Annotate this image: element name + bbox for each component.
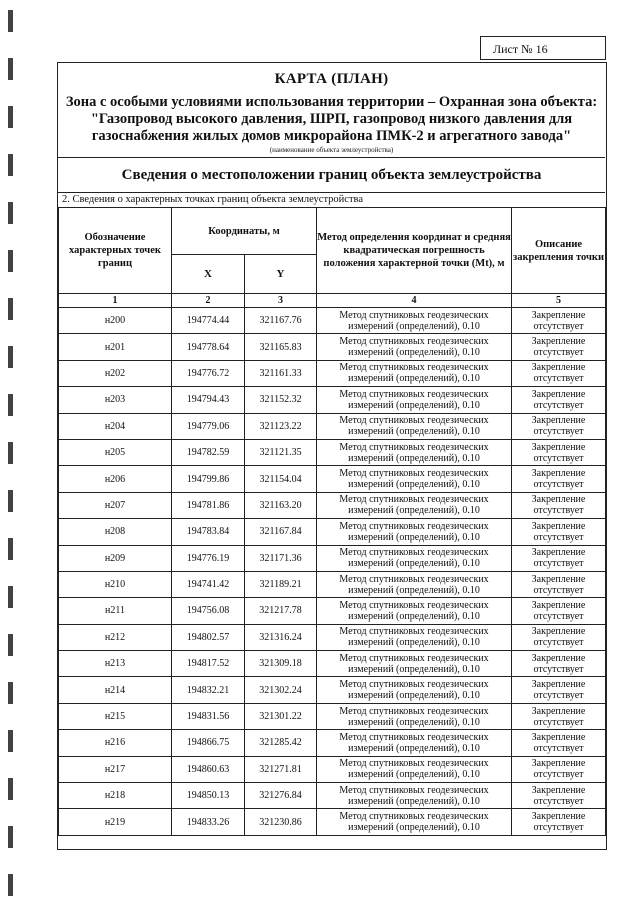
fixing-line: отсутствует	[533, 347, 584, 359]
point-id: н214	[59, 677, 172, 703]
coord-y: 321276.84	[245, 783, 317, 809]
fixing-line: отсутствует	[533, 610, 584, 622]
coord-y: 321302.24	[245, 677, 317, 703]
method-cell	[317, 703, 512, 729]
fixing-line: отсутствует	[533, 320, 584, 332]
fixing-line: Закрепление	[531, 441, 586, 453]
method-line: измерений (определений), 0.10	[348, 716, 480, 728]
point-id: н212	[59, 624, 172, 650]
fixing-line: Закрепление	[531, 494, 586, 506]
fixing-cell	[512, 809, 606, 835]
fixing-line: Закрепление	[531, 362, 586, 374]
coord-x: 194794.43	[172, 387, 245, 413]
fixing-line: Закрепление	[531, 626, 586, 638]
method-line: измерений (определений), 0.10	[348, 822, 480, 834]
method-cell	[317, 466, 512, 492]
table-row	[59, 598, 606, 624]
method-line: измерений (определений), 0.10	[348, 663, 480, 675]
fixing-line: отсутствует	[533, 426, 584, 438]
method-line: Метод спутниковых геодезических	[339, 494, 489, 506]
fixing-line: отсутствует	[533, 373, 584, 385]
section-title: Сведения о местоположении границ объекта землеустройства	[58, 158, 605, 193]
fixing-line: Закрепление	[531, 811, 586, 823]
point-id: н203	[59, 387, 172, 413]
point-id: н210	[59, 571, 172, 597]
coord-y: 321163.20	[245, 492, 317, 518]
table-row	[59, 677, 606, 703]
coord-y: 321189.21	[245, 571, 317, 597]
method-cell	[317, 783, 512, 809]
fixing-cell	[512, 677, 606, 703]
method-cell	[317, 519, 512, 545]
method-line: измерений (определений), 0.10	[348, 742, 480, 754]
coord-y: 321285.42	[245, 730, 317, 756]
fixing-line: Закрепление	[531, 547, 586, 559]
coord-x: 194776.19	[172, 545, 245, 571]
method-cell	[317, 756, 512, 782]
method-cell	[317, 809, 512, 835]
table-row	[59, 334, 606, 360]
coord-x: 194831.56	[172, 703, 245, 729]
fixing-cell	[512, 308, 606, 334]
fixing-line: Закрепление	[531, 520, 586, 532]
coord-x: 194832.21	[172, 677, 245, 703]
method-line: измерений (определений), 0.10	[348, 479, 480, 491]
header-y: Y	[245, 255, 317, 294]
method-line: измерений (определений), 0.10	[348, 399, 480, 411]
point-id: н218	[59, 783, 172, 809]
method-line: Метод спутниковых геодезических	[339, 626, 489, 638]
fixing-cell	[512, 545, 606, 571]
fixing-line: отсутствует	[533, 637, 584, 649]
fixing-line: отсутствует	[533, 690, 584, 702]
header-fixing: Описание закрепления точки	[512, 208, 606, 294]
method-line: Метод спутниковых геодезических	[339, 599, 489, 611]
object-caption: (наименование объекта землеустройства)	[269, 146, 394, 154]
method-line: измерений (определений), 0.10	[348, 320, 480, 332]
method-line: Метод спутниковых геодезических	[339, 468, 489, 480]
fixing-cell	[512, 334, 606, 360]
coord-x: 194781.86	[172, 492, 245, 518]
coord-y: 321161.33	[245, 360, 317, 386]
fixing-cell	[512, 439, 606, 465]
method-cell	[317, 624, 512, 650]
coord-x: 194783.84	[172, 519, 245, 545]
table-row	[59, 492, 606, 518]
coord-x: 194799.86	[172, 466, 245, 492]
method-line: Метод спутниковых геодезических	[339, 336, 489, 348]
method-cell	[317, 492, 512, 518]
point-id: н206	[59, 466, 172, 492]
method-line: измерений (определений), 0.10	[348, 505, 480, 517]
fixing-line: отсутствует	[533, 769, 584, 781]
point-id: н201	[59, 334, 172, 360]
coord-x: 194866.75	[172, 730, 245, 756]
method-line: Метод спутниковых геодезических	[339, 679, 489, 691]
table-row	[59, 809, 606, 835]
fixing-line: Закрепление	[531, 415, 586, 427]
fixing-line: отсутствует	[533, 795, 584, 807]
coord-x: 194860.63	[172, 756, 245, 782]
table-row	[59, 651, 606, 677]
fixing-cell	[512, 730, 606, 756]
table-row	[59, 545, 606, 571]
method-cell	[317, 413, 512, 439]
coord-y: 321309.18	[245, 651, 317, 677]
method-line: измерений (определений), 0.10	[348, 531, 480, 543]
method-line: Метод спутниковых геодезических	[339, 415, 489, 427]
map-title: КАРТА (ПЛАН)	[274, 71, 389, 87]
header-point: Обозначение характерных точек границ	[59, 208, 172, 294]
method-cell	[317, 598, 512, 624]
point-id: н213	[59, 651, 172, 677]
method-line: измерений (определений), 0.10	[348, 769, 480, 781]
column-number: 3	[245, 294, 317, 308]
fixing-line: отсутствует	[533, 479, 584, 491]
coord-x: 194756.08	[172, 598, 245, 624]
coord-x: 194802.57	[172, 624, 245, 650]
table-row	[59, 413, 606, 439]
method-cell	[317, 571, 512, 597]
fixing-line: отсутствует	[533, 822, 584, 834]
fixing-cell	[512, 598, 606, 624]
coord-x: 194833.26	[172, 809, 245, 835]
sheet-number: Лист № 16	[480, 36, 606, 60]
fixing-line: Закрепление	[531, 652, 586, 664]
method-cell	[317, 545, 512, 571]
point-id: н217	[59, 756, 172, 782]
fixing-cell	[512, 387, 606, 413]
coord-x: 194782.59	[172, 439, 245, 465]
method-cell	[317, 730, 512, 756]
table-row	[59, 571, 606, 597]
method-cell	[317, 677, 512, 703]
table-row	[59, 439, 606, 465]
method-line: измерений (определений), 0.10	[348, 347, 480, 359]
table-row	[59, 360, 606, 386]
fixing-line: отсутствует	[533, 584, 584, 596]
method-cell	[317, 334, 512, 360]
point-id: н205	[59, 439, 172, 465]
fixing-line: отсутствует	[533, 716, 584, 728]
fixing-cell	[512, 360, 606, 386]
point-id: н216	[59, 730, 172, 756]
point-id: н204	[59, 413, 172, 439]
table-row	[59, 756, 606, 782]
column-number: 5	[512, 294, 606, 308]
coord-y: 321154.04	[245, 466, 317, 492]
fixing-line: Закрепление	[531, 309, 586, 321]
zone-description: Зона с особыми условиями использования территории – Охранная зона объекта: "Газопровод высокого давления, ШРП, газопровод низкого давления для газоснабжения жилых домов микрорайона ПМК-2 и агрегатного завода"	[65, 94, 598, 144]
point-id: н209	[59, 545, 172, 571]
method-line: Метод спутниковых геодезических	[339, 758, 489, 770]
coord-y: 321271.81	[245, 756, 317, 782]
method-line: измерений (определений), 0.10	[348, 452, 480, 464]
coord-y: 321171.36	[245, 545, 317, 571]
coord-y: 321316.24	[245, 624, 317, 650]
method-cell	[317, 308, 512, 334]
fixing-line: отсутствует	[533, 452, 584, 464]
fixing-line: Закрепление	[531, 784, 586, 796]
fixing-line: Закрепление	[531, 388, 586, 400]
method-line: Метод спутниковых геодезических	[339, 362, 489, 374]
table-row	[59, 466, 606, 492]
fixing-line: отсутствует	[533, 531, 584, 543]
method-line: Метод спутниковых геодезических	[339, 784, 489, 796]
fixing-line: отсутствует	[533, 558, 584, 570]
points-table-body	[59, 308, 606, 836]
fixing-line: Закрепление	[531, 336, 586, 348]
fixing-cell	[512, 466, 606, 492]
method-line: Метод спутниковых геодезических	[339, 705, 489, 717]
method-line: измерений (определений), 0.10	[348, 373, 480, 385]
method-line: Метод спутниковых геодезических	[339, 731, 489, 743]
method-line: измерений (определений), 0.10	[348, 610, 480, 622]
binder-holes	[0, 0, 22, 905]
table-row	[59, 703, 606, 729]
fixing-cell	[512, 783, 606, 809]
point-id: н207	[59, 492, 172, 518]
fixing-line: Закрепление	[531, 468, 586, 480]
coord-x: 194774.44	[172, 308, 245, 334]
method-line: Метод спутниковых геодезических	[339, 441, 489, 453]
method-line: Метод спутниковых геодезических	[339, 388, 489, 400]
coord-y: 321217.78	[245, 598, 317, 624]
method-line: измерений (определений), 0.10	[348, 690, 480, 702]
method-line: Метод спутниковых геодезических	[339, 309, 489, 321]
method-line: измерений (определений), 0.10	[348, 558, 480, 570]
points-table	[58, 207, 606, 836]
coord-x: 194817.52	[172, 651, 245, 677]
fixing-line: отсутствует	[533, 742, 584, 754]
coord-y: 321123.22	[245, 413, 317, 439]
method-line: Метод спутниковых геодезических	[339, 520, 489, 532]
coord-x: 194776.72	[172, 360, 245, 386]
fixing-line: отсутствует	[533, 663, 584, 675]
point-id: н219	[59, 809, 172, 835]
coord-y: 321165.83	[245, 334, 317, 360]
fixing-cell	[512, 624, 606, 650]
coord-x: 194741.42	[172, 571, 245, 597]
point-id: н208	[59, 519, 172, 545]
header-coordinates: Координаты, м	[172, 208, 317, 255]
method-cell	[317, 439, 512, 465]
fixing-cell	[512, 703, 606, 729]
point-id: н215	[59, 703, 172, 729]
method-line: Метод спутниковых геодезических	[339, 811, 489, 823]
method-line: измерений (определений), 0.10	[348, 426, 480, 438]
method-cell	[317, 360, 512, 386]
fixing-line: Закрепление	[531, 758, 586, 770]
header-method: Метод определения координат и средняя квадратическая погрешность положения характерной точки (Mt), м	[317, 208, 512, 294]
method-line: Метод спутниковых геодезических	[339, 547, 489, 559]
header-x: X	[172, 255, 245, 294]
table-row	[59, 519, 606, 545]
method-line: измерений (определений), 0.10	[348, 795, 480, 807]
fixing-cell	[512, 519, 606, 545]
fixing-line: Закрепление	[531, 705, 586, 717]
table-row	[59, 624, 606, 650]
method-line: измерений (определений), 0.10	[348, 637, 480, 649]
coord-x: 194779.06	[172, 413, 245, 439]
fixing-line: отсутствует	[533, 399, 584, 411]
method-cell	[317, 651, 512, 677]
fixing-cell	[512, 651, 606, 677]
fixing-line: Закрепление	[531, 731, 586, 743]
fixing-line: Закрепление	[531, 599, 586, 611]
coord-x: 194850.13	[172, 783, 245, 809]
fixing-line: отсутствует	[533, 505, 584, 517]
fixing-line: Закрепление	[531, 679, 586, 691]
subsection-title: 2. Сведения о характерных точках границ объекта землеустройства	[62, 194, 364, 205]
fixing-cell	[512, 756, 606, 782]
coord-y: 321301.22	[245, 703, 317, 729]
fixing-cell	[512, 571, 606, 597]
column-number: 4	[317, 294, 512, 308]
method-line: измерений (определений), 0.10	[348, 584, 480, 596]
document-frame	[57, 62, 607, 850]
coord-y: 321167.76	[245, 308, 317, 334]
column-number: 2	[172, 294, 245, 308]
table-row	[59, 387, 606, 413]
coord-x: 194778.64	[172, 334, 245, 360]
table-row	[59, 783, 606, 809]
coord-y: 321152.32	[245, 387, 317, 413]
point-id: н211	[59, 598, 172, 624]
table-row	[59, 730, 606, 756]
map-header	[58, 63, 605, 158]
column-number: 1	[59, 294, 172, 308]
fixing-cell	[512, 492, 606, 518]
fixing-line: Закрепление	[531, 573, 586, 585]
coord-y: 321167.84	[245, 519, 317, 545]
method-line: Метод спутниковых геодезических	[339, 573, 489, 585]
point-id: н200	[59, 308, 172, 334]
method-line: Метод спутниковых геодезических	[339, 652, 489, 664]
point-id: н202	[59, 360, 172, 386]
coord-y: 321121.35	[245, 439, 317, 465]
table-row	[59, 308, 606, 334]
method-cell	[317, 387, 512, 413]
fixing-cell	[512, 413, 606, 439]
coord-y: 321230.86	[245, 809, 317, 835]
